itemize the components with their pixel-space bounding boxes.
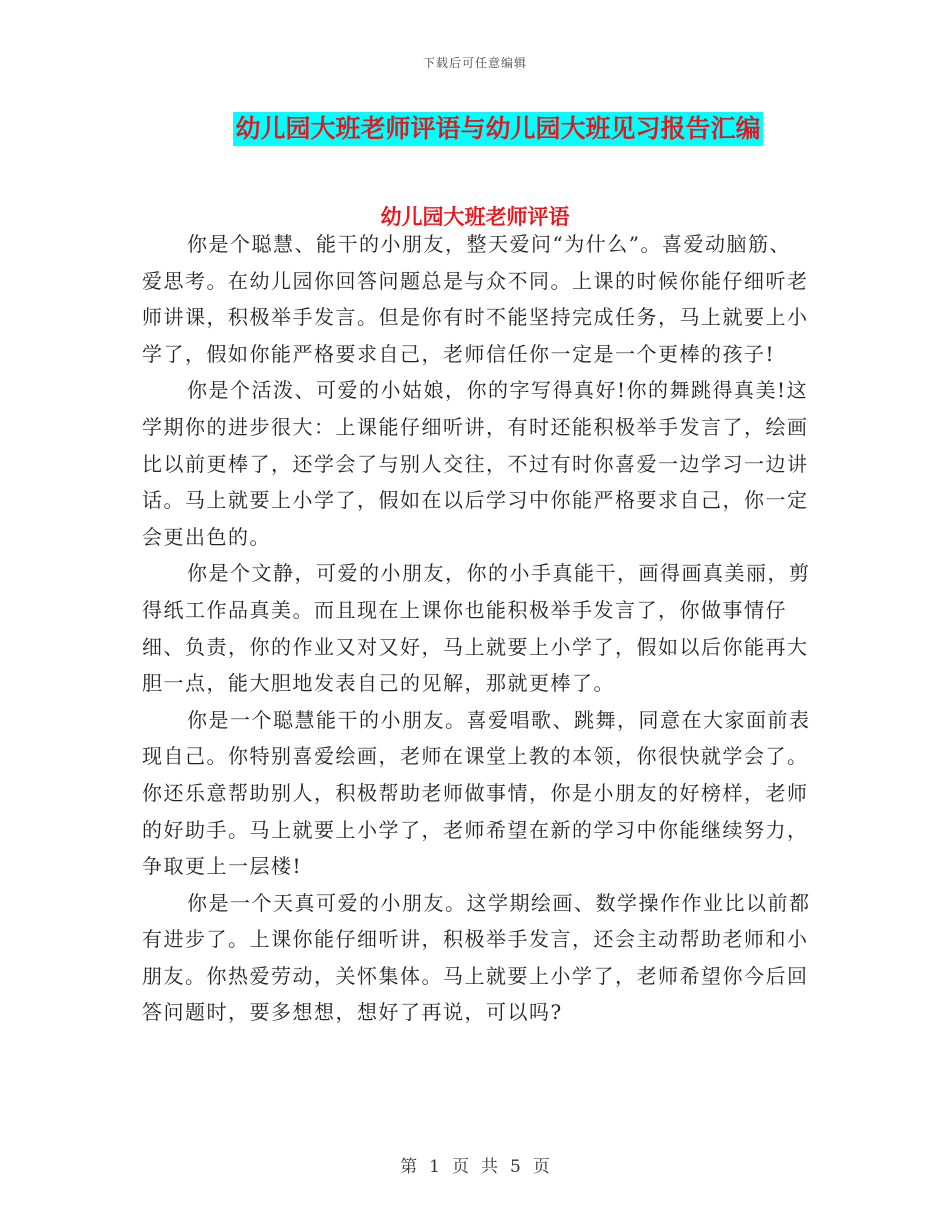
total-pages-number: 5: [510, 1157, 521, 1177]
current-page-number: 1: [429, 1157, 440, 1177]
paragraph: 你是个活泼、可爱的小姑娘，你的字写得真好!你的舞跳得真美!这学期你的进步很大：上课能仔细听讲，有时还能积极举手发言了，绘画比以前更棒了，还学会了与别人交往，不过有时你喜爱一边学习一边讲话。马上就要上小学了，假如在以后学习中你能严格要求自己，你一定会更出色的。: [142, 378, 809, 549]
section-title: 幼儿园大班老师评语: [380, 204, 570, 229]
paragraph: 你是一个天真可爱的小朋友。这学期绘画、数学操作作业比以前都有进步了。上课你能仔细听讲，积极举手发言，还会主动帮助老师和小朋友。你热爱劳动，关怀集体。马上就要上小学了，老师希望你今后回答问题时，要多想想，想好了再说，可以吗?: [142, 890, 811, 1025]
paragraph: 你是个聪慧、能干的小朋友，整天爱问“为什么”。喜爱动脑筋、爱思考。在幼儿园你回答问题总是与众不同。上课的时候你能仔细听老师讲课，积极举手发言。但是你有时不能坚持完成任务，马上就要上小学了，假如你能严格要求自己，老师信任你一定是一个更棒的孩子!: [142, 232, 809, 366]
document-body: [142, 226, 812, 1031]
footer-suffix: 页: [532, 1157, 550, 1177]
footer-total-label: 共: [481, 1157, 498, 1177]
page-footer: [0, 1152, 950, 1177]
paragraph: 你是个文静，可爱的小朋友，你的小手真能干，画得画真美丽，剪得纸工作品真美。而且现在上课你也能积极举手发言了，你做事情仔细、负责，你的作业又对又好，马上就要上小学了，假如以后你能再大胆一点，能大胆地发表自己的见解，那就更棒了。: [142, 561, 811, 696]
footer-prefix: 第: [400, 1157, 418, 1177]
document-title: 幼儿园大班老师评语与幼儿园大班见习报告汇编: [233, 112, 762, 146]
header-note: 下载后可任意编辑: [422, 56, 527, 70]
paragraph: 你是一个聪慧能干的小朋友。喜爱唱歌、跳舞，同意在大家面前表现自己。你特别喜爱绘画，老师在课堂上教的本领，你很快就学会了。你还乐意帮助别人，积极帮助老师做事情，你是小朋友的好榜样，老师的好助手。马上就要上小学了，老师希望在新的学习中你能继续努力，争取更上一层楼!: [142, 707, 811, 879]
footer-page-label: 页: [452, 1157, 469, 1177]
document-title-container: [0, 112, 950, 146]
